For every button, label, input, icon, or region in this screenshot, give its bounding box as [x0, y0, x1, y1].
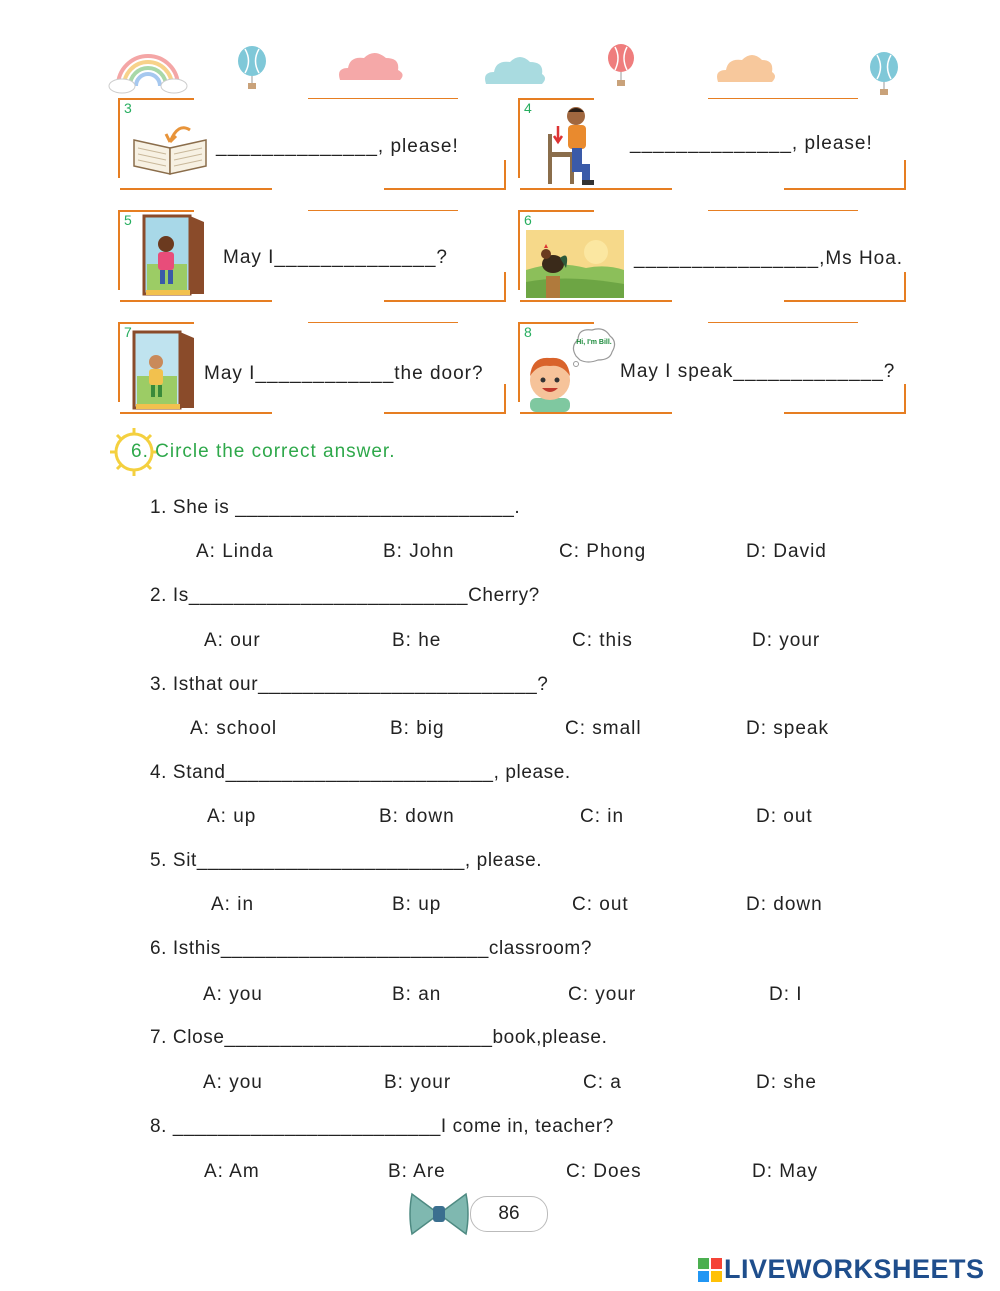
- rooster-morning-icon: [526, 230, 624, 298]
- prompt-text: May I______________?: [223, 247, 448, 268]
- child-opening-door-icon: [130, 330, 196, 412]
- question-5: 5. Sit________________________, please.: [150, 850, 543, 871]
- option[interactable]: D: down: [746, 894, 823, 915]
- speech-bubble-icon: [570, 326, 618, 368]
- exercise-box-6: [518, 210, 908, 306]
- option[interactable]: D: May: [752, 1161, 819, 1182]
- page-number: 86: [470, 1196, 548, 1232]
- rainbow-cloud-icon: [108, 48, 188, 94]
- option[interactable]: B: your: [384, 1072, 452, 1093]
- option[interactable]: B: he: [392, 630, 442, 651]
- option[interactable]: B: Are: [388, 1161, 446, 1182]
- question-8: 8. ________________________I come in, teacher?: [150, 1116, 614, 1137]
- prompt-text: ________________,Ms Hoa.: [634, 248, 904, 269]
- option[interactable]: C: your: [568, 984, 637, 1005]
- question-4: 4. Stand________________________, please.: [150, 762, 571, 783]
- prompt-text: ______________, please!: [216, 136, 459, 157]
- option[interactable]: C: out: [572, 894, 629, 915]
- boy-sitting-down-icon: [542, 104, 598, 188]
- section-heading: 6. Circle the correct answer.: [131, 441, 396, 462]
- bow-icon: [408, 1188, 470, 1240]
- option[interactable]: B: up: [392, 894, 442, 915]
- option[interactable]: A: school: [190, 718, 278, 739]
- option[interactable]: D: she: [756, 1072, 817, 1093]
- liveworksheets-logo-icon: [698, 1258, 722, 1282]
- option[interactable]: A: in: [211, 894, 255, 915]
- exercise-box-3: [118, 98, 508, 194]
- option[interactable]: A: Linda: [196, 541, 274, 562]
- option[interactable]: C: in: [580, 806, 625, 827]
- option[interactable]: A: you: [203, 1072, 263, 1093]
- prompt-text: May I speak_____________?: [620, 361, 896, 382]
- option[interactable]: A: our: [204, 630, 261, 651]
- option[interactable]: C: this: [572, 630, 633, 651]
- item-number: 5: [124, 212, 132, 228]
- item-number: 4: [524, 100, 532, 116]
- item-number: 7: [124, 324, 132, 340]
- pink-cloud-icon: [334, 48, 406, 84]
- item-number: 3: [124, 100, 132, 116]
- option[interactable]: D: your: [752, 630, 821, 651]
- option[interactable]: B: down: [379, 806, 455, 827]
- question-6: 6. Isthis________________________classroom?: [150, 938, 593, 959]
- option[interactable]: A: you: [203, 984, 263, 1005]
- question-3: 3. Isthat our_________________________?: [150, 674, 549, 695]
- option[interactable]: B: big: [390, 718, 445, 739]
- option[interactable]: D: David: [746, 541, 827, 562]
- blue-cloud-icon: [480, 52, 548, 88]
- exercise-box-5: [118, 210, 508, 306]
- speech-bubble-text: Hi, I'm Bill.: [576, 339, 612, 346]
- option[interactable]: C: Phong: [559, 541, 647, 562]
- balloon-icon: [606, 44, 636, 88]
- item-number: 6: [524, 212, 532, 228]
- question-7: 7. Close________________________book,please.: [150, 1027, 608, 1048]
- option[interactable]: A: up: [207, 806, 257, 827]
- option[interactable]: D: out: [756, 806, 813, 827]
- liveworksheets-logo: LIVEWORKSHEETS: [724, 1254, 985, 1284]
- exercise-box-4: [518, 98, 908, 194]
- option[interactable]: C: small: [565, 718, 642, 739]
- option[interactable]: A: Am: [204, 1161, 260, 1182]
- open-book-icon: [130, 120, 210, 176]
- option[interactable]: D: speak: [746, 718, 829, 739]
- question-1: 1. She is _________________________.: [150, 497, 521, 518]
- prompt-text: ______________, please!: [630, 133, 873, 154]
- orange-cloud-icon: [712, 50, 778, 86]
- option[interactable]: D: I: [769, 984, 803, 1005]
- prompt-text: May I____________the door?: [204, 363, 484, 384]
- balloon-icon: [236, 46, 268, 90]
- option[interactable]: C: a: [583, 1072, 622, 1093]
- exercise-box-8: [518, 322, 908, 418]
- option[interactable]: B: an: [392, 984, 442, 1005]
- option[interactable]: B: John: [383, 541, 455, 562]
- question-2: 2. Is_________________________Cherry?: [150, 585, 540, 606]
- exercise-box-7: [118, 322, 508, 418]
- child-at-door-icon: [140, 214, 206, 298]
- option[interactable]: C: Does: [566, 1161, 642, 1182]
- balloon-icon: [868, 52, 900, 96]
- item-number: 8: [524, 324, 532, 340]
